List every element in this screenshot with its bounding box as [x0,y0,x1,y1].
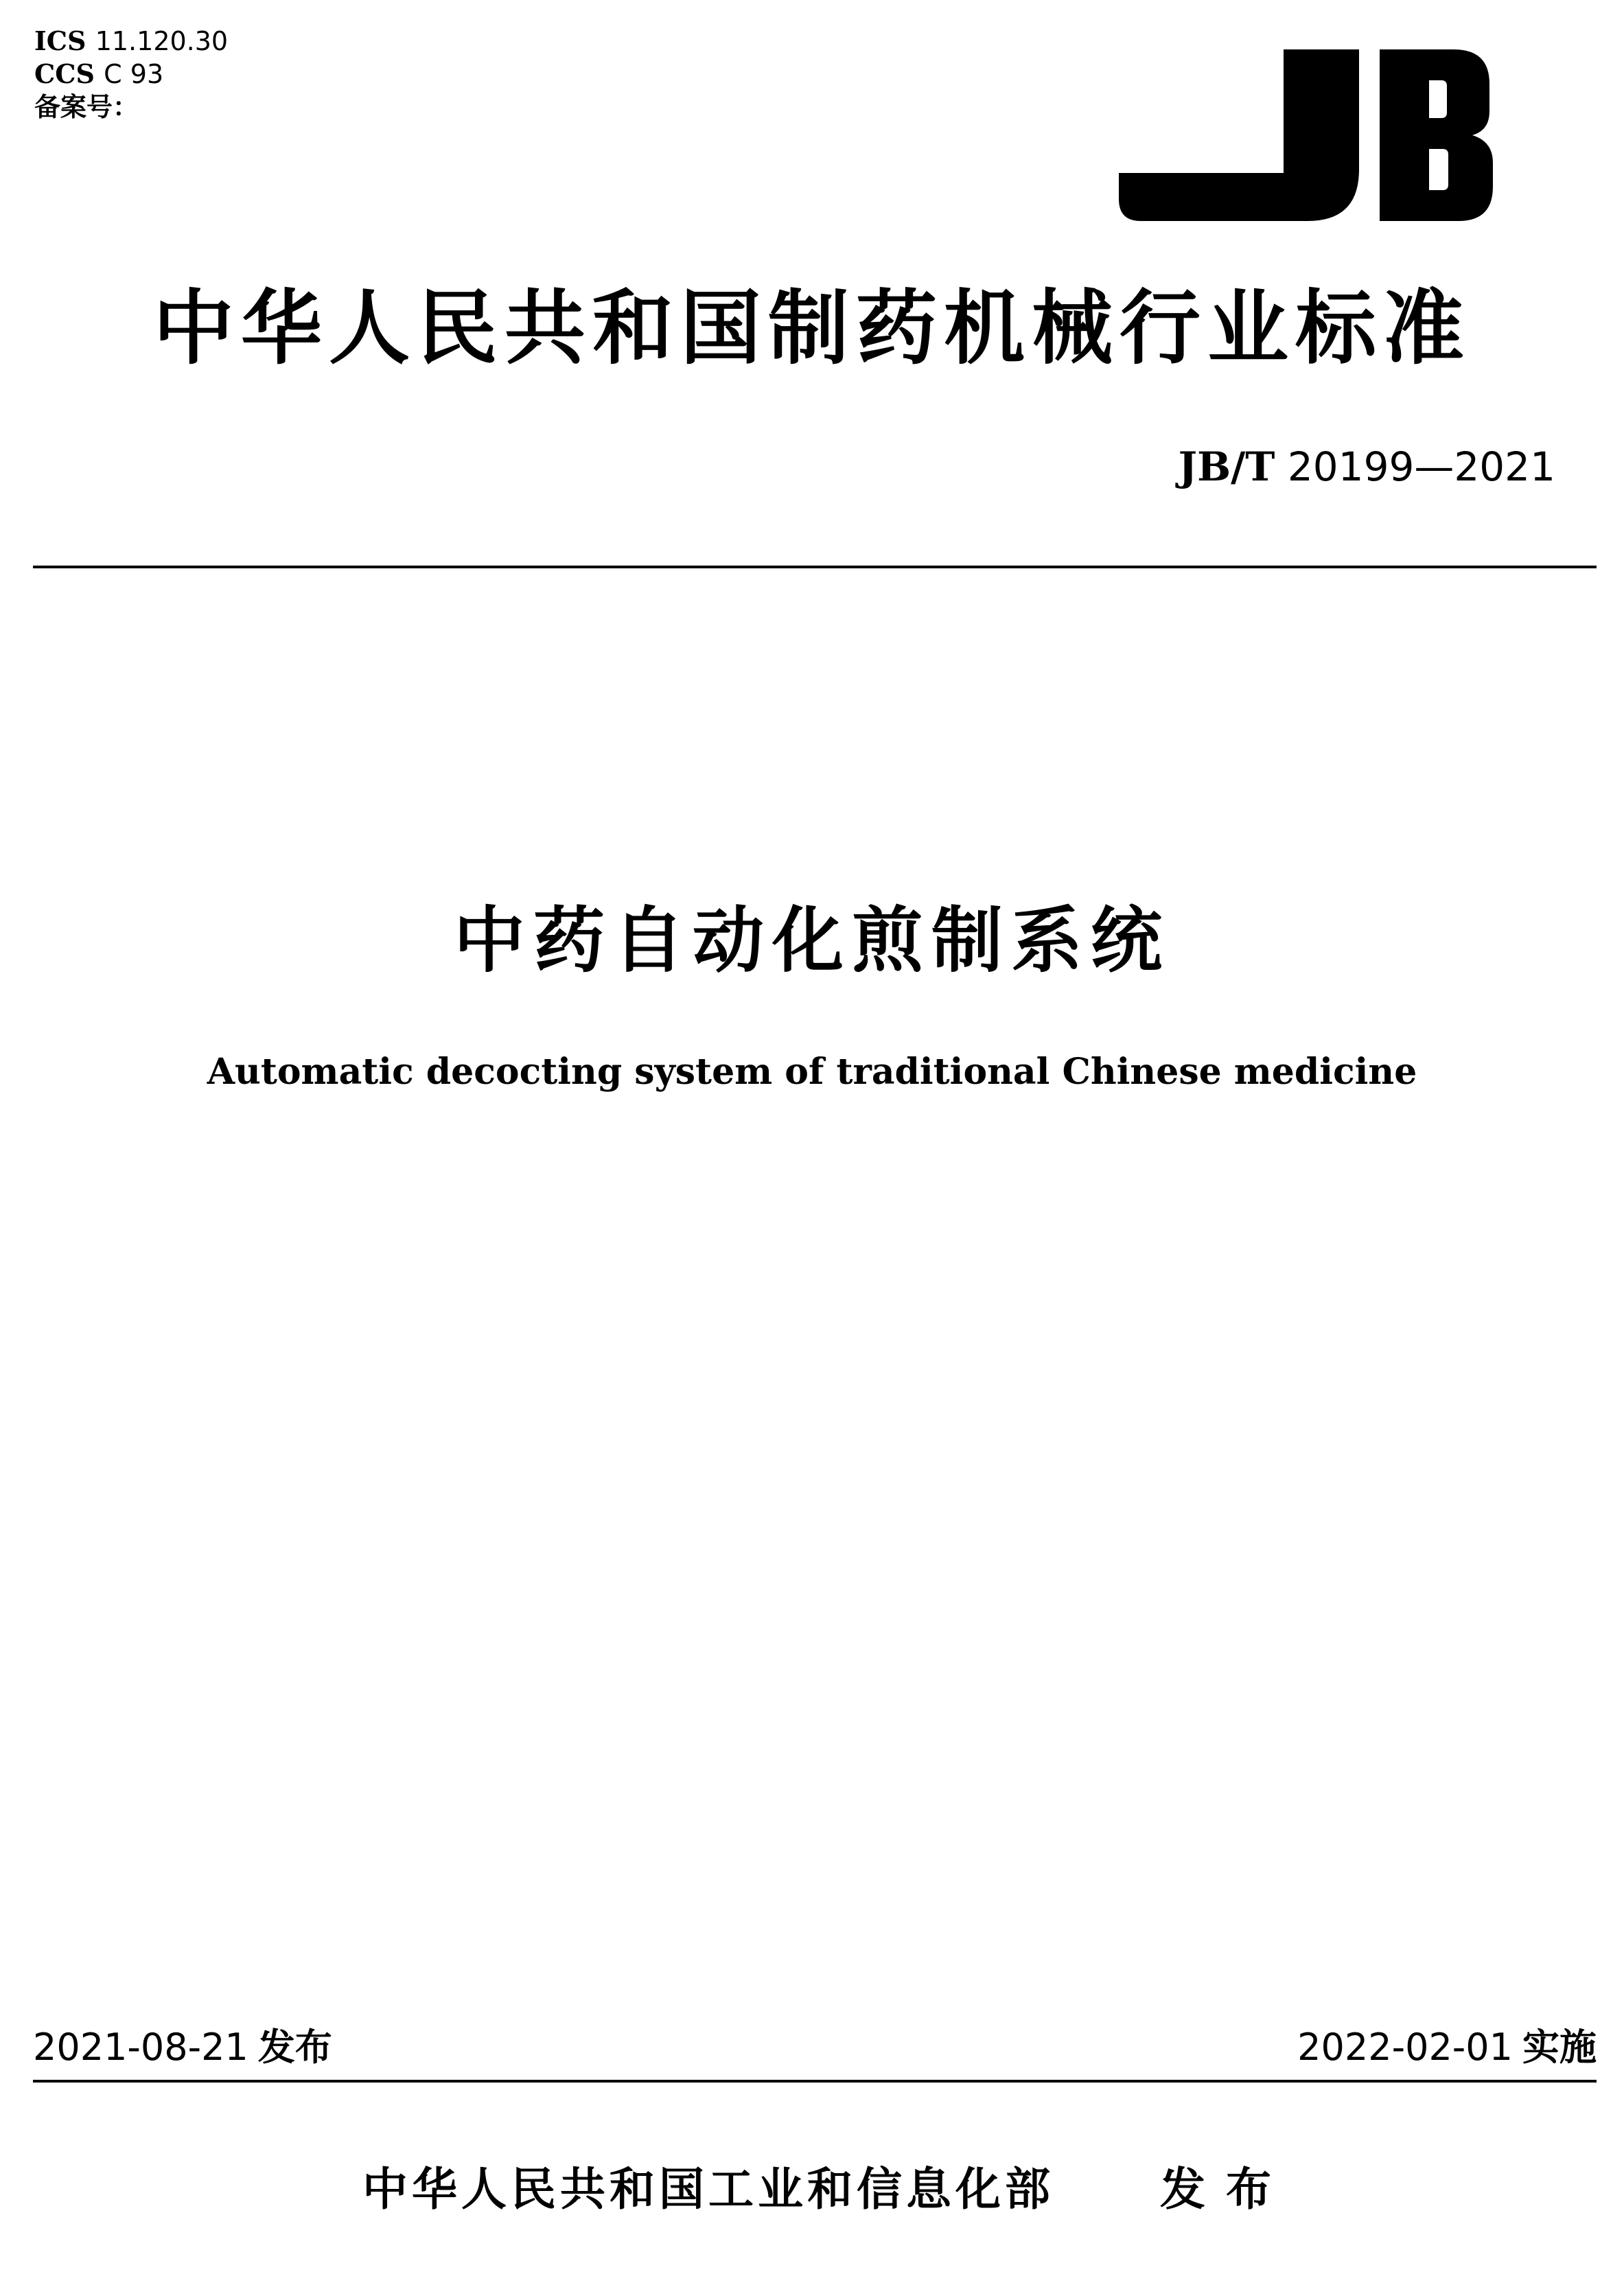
ccs-value: C 93 [104,59,164,89]
standard-number-prefix: JB/T [1178,443,1275,490]
issue-date [33,2025,332,2070]
ics-label: ICS [34,25,86,56]
jb-logo-letter-b [1380,49,1493,221]
jb-logo-letter-j [1119,49,1359,221]
ccs-label: CCS [34,58,95,89]
record-number-line [34,93,139,121]
ccs-line [34,60,163,88]
standard-number [1179,443,1555,491]
standard-category-title: 中华人民共和国制药机械行业标准 [152,281,1471,375]
record-number-label: 备案号： [34,92,139,122]
bottom-divider [33,2080,1597,2083]
issue-date-value: 2021-08-21 [33,2026,248,2069]
publisher-action: 发布 [1160,2163,1292,2216]
issue-date-word: 发布 [257,2026,332,2069]
document-subtitle: Automatic decocting system of traditional Chinese medicine [207,1051,1417,1093]
top-divider [33,566,1597,568]
standard-number-value: 20199—2021 [1287,443,1555,490]
ics-line [34,27,228,55]
document-title: 中药自动化煎制系统 [453,898,1170,982]
implementation-date-word: 实施 [1522,2026,1597,2069]
ics-value: 11.120.30 [95,26,229,56]
implementation-date-value: 2022-02-01 [1297,2026,1513,2069]
jb-logo [1119,49,1493,221]
implementation-date [1297,2025,1597,2070]
publisher-name: 中华人民共和国工业和信息化部 [362,2163,1054,2216]
